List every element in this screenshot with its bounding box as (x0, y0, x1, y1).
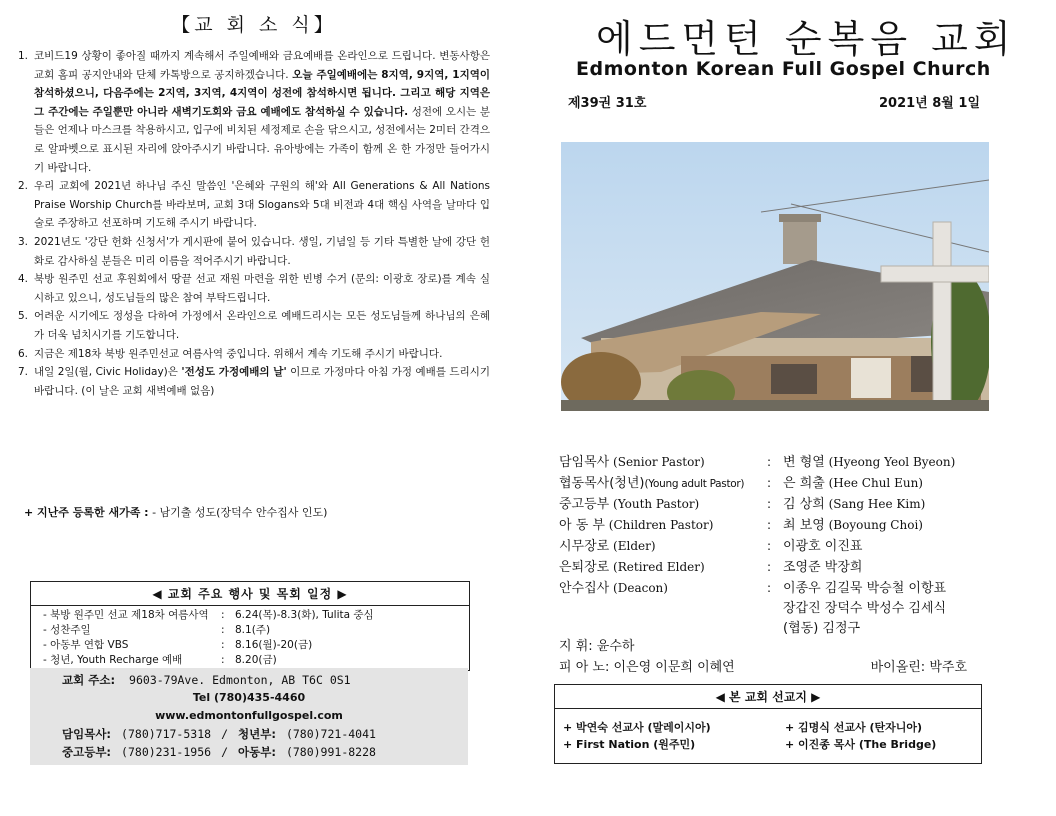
schedule-date: 8.1(주) (235, 624, 271, 636)
staff-role (559, 473, 755, 494)
staff-role-korean: 시무장로 (559, 539, 610, 554)
missions-box (554, 684, 982, 764)
staff-row-continued (559, 599, 999, 619)
news-item-number: 5. (18, 310, 29, 323)
schedule-title: ◀ 교회 주요 행사 및 목회 일정 ▶ (31, 582, 469, 606)
news-item-number: 3. (18, 235, 29, 248)
young-adult-phone-label: 청년부: (238, 727, 276, 741)
young-adult-phone: (780)721-4041 (285, 727, 376, 741)
news-item (18, 233, 490, 270)
schedule-box (30, 581, 470, 671)
staff-role (559, 578, 755, 599)
news-item-segment: 코비드19 상황이 좋아질 때까지 계속해서 주일예배와 금요예배를 온라인으로 드립니다. 변동사항은 교회 홈피 공지안내와 단체 카톡방으로 공지하겠습니다. (34, 50, 490, 81)
staff-names (783, 515, 999, 536)
news-item-text (34, 270, 490, 307)
staff-row: 안수집사 (Deacon) : 이종우 김길묵 박승철 이항표 (559, 578, 999, 599)
news-item-text (34, 363, 490, 400)
schedule-event: - 성찬주일 (43, 624, 91, 636)
news-item-emphasis: '전성도 가정예배의 날' (181, 366, 287, 379)
staff-name-korean: 김 상희 (783, 497, 825, 512)
staff-row: 은퇴장로 (Retired Elder) : 조영준 박장희 (559, 557, 999, 578)
schedule-event: - 아동부 연합 VBS (43, 639, 129, 651)
news-item-number: 4. (18, 273, 29, 286)
conductor-line: 지 휘: 윤수하 (559, 639, 635, 654)
staff-name-korean: 은 희출 (783, 476, 825, 491)
issue-number: 제39권 31호 (568, 96, 647, 111)
mission-item: + 박연숙 선교사 (말레이시아) (563, 721, 711, 734)
church-name-korean: 에드먼턴 순복음 교회 (596, 17, 1017, 61)
church-building-image (561, 142, 989, 411)
staff-role (559, 515, 755, 536)
schedule-row: - 아동부 연합 VBS : 8.16(월)-20(금) (43, 639, 313, 651)
children-phone-label: 아동부: (238, 745, 276, 759)
bulletin-date: 2021년 8월 1일 (879, 96, 980, 111)
staff-name-korean: 변 형열 (783, 455, 825, 470)
staff-names (783, 557, 999, 578)
staff-list (559, 452, 999, 639)
staff-name-korean: 최 보영 (783, 518, 825, 533)
staff-role-korean: 안수집사 (559, 581, 610, 596)
youth-phone-label: 중고등부: (62, 745, 112, 759)
staff-name-korean: 조영준 박장희 (783, 560, 863, 575)
missions-list (555, 709, 981, 763)
news-section (18, 10, 490, 400)
staff-name-english: (Hyeong Yeol Byeon) (824, 455, 956, 469)
staff-role-english: (Elder) (609, 539, 656, 553)
music-staff (559, 636, 999, 678)
newcomer-line (24, 504, 327, 520)
news-item-segment: 우리 교회에 2021년 하나님 주신 말씀인 '은혜와 구원의 해'와 All Generations & All Nations Praise Worship Church를 바라보며, 교회 3대 Slogans와 5대 비전과 4대 핵심 사역을 날마다 입술로 주장하고 선포하며 기도해 주시기 바랍니다. (34, 180, 490, 230)
staff-name-english: (Boyoung Choi) (824, 518, 923, 532)
schedule-row: - 북방 원주민 선교 제18차 여름사역 : 6.24(목)-8.3(화), Tulita 중심 (43, 609, 374, 621)
news-item (18, 307, 490, 344)
staff-row: 중고등부 (Youth Pastor) : 김 상희 (Sang Hee Kim) (559, 494, 999, 515)
staff-names (783, 452, 999, 473)
news-item-segment: 북방 원주민 선교 후원회에서 땅끝 선교 재원 마련을 위한 빈병 수거 (문의: 이광호 장로)를 계속 실시하고 있으니, 성도님들의 많은 참여 부탁드립니다. (34, 273, 490, 304)
news-list (18, 47, 490, 400)
mission-item: + 이진종 목사 (The Bridge) (785, 738, 937, 751)
staff-row: 시무장로 (Elder) : 이광호 이진표 (559, 536, 999, 557)
staff-names-continued: 장갑진 장덕수 박성수 김세식 (783, 601, 947, 616)
contact-box: 교회 주소: 9603-79Ave. Edmonton, AB T6C 0S1 Tel (780)435-4460 www.edmontonfullgospel.com 담임목사: (780)717-5318 / 청년부: (780)721-4041 중고등부: (780)231-1956 / 아동부: (780)991-8228 (30, 668, 468, 765)
staff-names (783, 536, 999, 557)
staff-role-english: (Young adult Pastor) (644, 478, 745, 490)
news-item-text (34, 233, 490, 270)
staff-role (559, 452, 755, 473)
news-item-text (34, 307, 490, 344)
schedule-row: - 청년, Youth Recharge 예배 : 8.20(금) (43, 654, 277, 666)
newcomer-value: - 남기출 성도(장덕수 안수집사 인도) (148, 506, 328, 519)
staff-names (783, 578, 999, 599)
news-item (18, 177, 490, 233)
staff-role (559, 557, 755, 578)
address-value: 9603-79Ave. Edmonton, AB T6C 0S1 (129, 673, 351, 687)
news-item-text (34, 177, 490, 233)
schedule-event: - 청년, Youth Recharge 예배 (43, 654, 183, 666)
news-item-segment: 성전에 오시는 분들은 언제나 마스크를 착용하시고, 입구에 비치된 세정제로 손을 닦으시고, 성전에서는 2미터 간격으로 알파벳으로 표시된 자리에 앉아주시기 바랍니다. 유아방에는 가족이 함께 온 한 가정만 들어가시기 바랍니다. (34, 105, 490, 174)
news-item-text (34, 345, 490, 364)
church-name-english: Edmonton Korean Full Gospel Church (576, 58, 991, 80)
staff-role-korean: 담임목사 (559, 455, 610, 470)
schedule-rows (31, 606, 469, 670)
news-item-number: 6. (18, 347, 29, 360)
youth-phone: (780)231-1956 (121, 745, 212, 759)
staff-role (559, 536, 755, 557)
children-phone: (780)991-8228 (285, 745, 376, 759)
senior-pastor-phone-label: 담임목사: (62, 727, 112, 741)
staff-role-english: (Children Pastor) (604, 518, 714, 532)
staff-names (783, 473, 999, 494)
staff-names-continued: (협동) 김정구 (783, 621, 861, 636)
staff-row: 담임목사 (Senior Pastor) : 변 형열 (Hyeong Yeol Byeon) (559, 452, 999, 473)
staff-role-english: (Deacon) (609, 581, 668, 595)
schedule-row: - 성찬주일 : 8.1(주) (43, 624, 271, 636)
schedule-date: 8.20(금) (235, 654, 277, 666)
staff-role-korean: 은퇴장로 (559, 560, 610, 575)
staff-role-korean: 중고등부 (559, 497, 610, 512)
newcomer-label: + 지난주 등록한 새가족 : (24, 506, 149, 519)
staff-row: 협동목사(청년)(Young adult Pastor) : 은 희출 (Hee Chul Eun) (559, 473, 999, 494)
news-item-segment: 지금은 제18차 북방 원주민선교 여름사역 중입니다. 위해서 계속 기도해 주시기 바랍니다. (34, 347, 443, 360)
staff-name-korean: 이광호 이진표 (783, 539, 863, 554)
address-label: 교회 주소: (62, 673, 116, 687)
staff-name-english: (Sang Hee Kim) (824, 497, 926, 511)
news-item-segment: 이므로 가정마다 아침 가정 예배를 드리시기 바랍니다. (이 날은 교회 새벽예배 없음) (34, 366, 490, 397)
news-item-number: 1. (18, 50, 29, 62)
staff-names (783, 494, 999, 515)
church-building-photo (561, 142, 989, 411)
staff-name-english: (Hee Chul Eun) (824, 476, 923, 490)
staff-role-english: (Youth Pastor) (609, 497, 700, 511)
news-item-text (34, 47, 490, 177)
violinist-line: 바이올린: 박주호 (870, 660, 967, 675)
senior-pastor-phone: (780)717-5318 (121, 727, 212, 741)
schedule-date: 8.16(월)-20(금) (235, 639, 313, 651)
news-item (18, 363, 490, 400)
news-title: 【교 회 소 식】 (171, 14, 337, 36)
missions-title: ◀ 본 교회 선교지 ▶ (555, 685, 981, 709)
schedule-date: 6.24(목)-8.3(화), Tulita 중심 (235, 609, 374, 621)
staff-role-english: (Senior Pastor) (609, 455, 705, 469)
staff-role-korean: 협동목사(청년) (559, 476, 645, 491)
staff-role-english: (Retired Elder) (609, 560, 705, 574)
news-item-segment: 어려운 시기에도 정성을 다하여 가정에서 온라인으로 예배드리시는 모든 성도님들께 하나님의 은혜가 더욱 넘치시기를 기도합니다. (34, 310, 490, 341)
website-link[interactable]: www.edmontonfullgospel.com (155, 709, 343, 722)
staff-name-korean: 이종우 김길묵 박승철 이항표 (783, 581, 947, 596)
mission-item: + 김명식 선교사 (탄자니아) (785, 721, 923, 734)
church-phone: Tel (780)435-4460 (192, 691, 306, 704)
news-item-number: 2. (18, 180, 29, 193)
pianist-line: 피 아 노: 이은영 이문희 이혜연 (559, 660, 735, 675)
news-item (18, 47, 490, 177)
news-item-segment: 2021년도 '강단 헌화 신청서'가 게시판에 붙어 있습니다. 생일, 기념일 등 기타 특별한 날에 강단 헌화로 감사하실 분들은 미리 이름을 적어주시기 바랍니다. (34, 235, 490, 267)
news-item (18, 270, 490, 307)
news-item-emphasis: 오늘 주일예배에는 8지역, 9지역, 1지역이 참석하셨으니, 다음주에는 2지역, 3지역, 4지역이 성전에 참석하시면 됩니다. 그리고 해당 지역은 그 주간에는 주일뿐만 아니라 새벽기도회와 금요 예배에도 참석하실 수 있습니다. (34, 68, 490, 118)
mission-item: + First Nation (원주민) (563, 738, 696, 751)
news-item (18, 345, 490, 364)
news-item-number: 7. (18, 366, 29, 379)
schedule-event: - 북방 원주민 선교 제18차 여름사역 (43, 609, 209, 621)
staff-role (559, 494, 755, 515)
staff-role-korean: 아 동 부 (559, 518, 605, 533)
news-item-segment: 내일 2일(월, Civic Holiday)은 (34, 366, 182, 379)
staff-row: 아 동 부 (Children Pastor) : 최 보영 (Boyoung Choi) (559, 515, 999, 536)
